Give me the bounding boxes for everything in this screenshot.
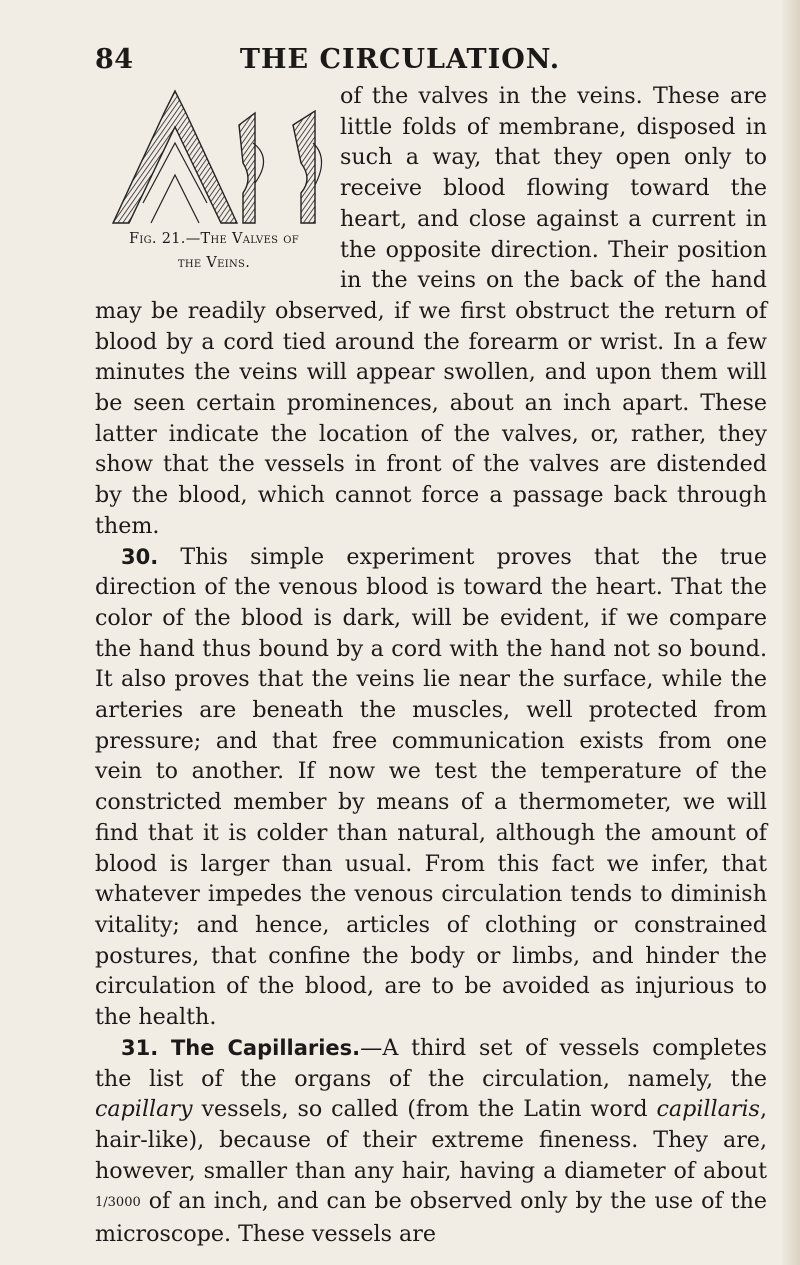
section-31-text-a: —A third set of vessels completes the list of the organs of the circulation, namely, the — [95, 1034, 767, 1092]
closed-valve-drawing-1 — [239, 113, 264, 223]
caption-line-2: the Veins. — [177, 255, 251, 271]
section-31-title: The Capillaries. — [170, 1035, 361, 1060]
running-title: THE CIRCULATION. — [239, 44, 561, 75]
paragraph-valves-lead: of the valves in the veins. — [340, 83, 643, 109]
caption-line-1: Fig. 21.—The Valves of — [129, 231, 299, 247]
section-31-text-d: of an inch, and can be observed only by the use of the microscope. These vessels are — [95, 1188, 767, 1248]
term-capillary: capillary — [95, 1096, 193, 1123]
vein-valves-illustration — [103, 83, 333, 228]
section-31-text-b: vessels, so called (from the Latin word — [201, 1096, 648, 1123]
section-30 — [95, 542, 767, 1033]
paragraph-valves-text: These are little folds of membrane, disposed in such a way, that they open only to receive blood flowing toward the heart, and close against a current in the opposite direction. Their position in the veins on the back of the hand may be readily observed, if we first obstruct the return of blood by a cord tied around the forearm or wrist. In a few minutes the veins will appear swollen, and upon them will be seen certain prominences, about an inch apart. These latter indicate the location of the valves, or, rather, they show that the vessels in front of the valves are distended by the blood, which cannot force a passage back through them. — [95, 83, 767, 539]
section-31-text-c: , hair-like), because of their extreme fineness. They are, however, smaller than any hair, having a diameter of about — [95, 1096, 767, 1184]
body-text — [95, 81, 767, 1250]
open-valve-drawing — [113, 91, 237, 223]
term-capillaris: capillaris — [656, 1096, 760, 1123]
section-30-text: This simple experiment proves that the true direction of the venous blood is toward the heart. That the color of the blood is dark, will be evident, if we compare the hand thus bound by a cord with the hand not so bound. It also proves that the veins lie near the surface, while the arteries are beneath the muscles, well protected from pressure; and that free communication exists from one vein to another. If now we test the temperature of the constricted member by means of a thermometer, we will find that it is colder than natural, although the amount of blood is larger than usual. From this fact we infer, that whatever impedes the venous circulation tends to diminish vitality; and hence, articles of clothing or constrained postures, that confine the body or limbs, and hinder the circulation of the blood, are to be avoided as injurious to the health. — [95, 543, 767, 1031]
fraction-diameter: 1/3000 — [95, 1195, 141, 1211]
section-31 — [95, 1033, 767, 1250]
figure-caption — [95, 227, 333, 275]
page-edge — [782, 0, 800, 1265]
section-30-number: 30. — [121, 544, 159, 569]
page-number: 84 — [95, 44, 134, 75]
closed-valve-drawing-2 — [293, 111, 322, 223]
section-31-number: 31. — [121, 1035, 159, 1060]
figure-valves-of-veins — [95, 81, 333, 281]
